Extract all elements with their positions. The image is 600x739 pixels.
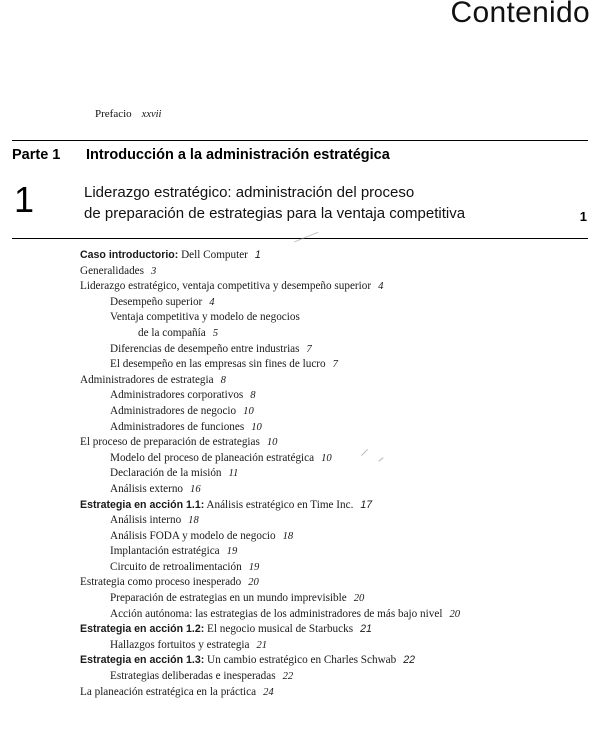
toc-entry[interactable] — [0, 560, 600, 576]
toc-entry-label: El proceso de preparación de estrategias — [80, 436, 260, 449]
toc-entry[interactable] — [0, 607, 600, 623]
toc-entry[interactable] — [0, 264, 600, 280]
toc-entry-page: 21 — [256, 639, 268, 651]
toc-entry-page: 7 — [332, 359, 338, 371]
toc-entry-page: 19 — [248, 561, 260, 573]
toc-entry-lead: Estrategia en acción 1.2: — [80, 623, 205, 636]
toc-entry[interactable] — [0, 669, 600, 685]
toc-entry-page: 22 — [282, 671, 294, 683]
toc-entry-page: 18 — [188, 515, 199, 527]
part-title: Introducción a la administración estratégica — [86, 147, 390, 163]
toc-entry-lead: Estrategia en acción 1.1: — [80, 498, 205, 511]
toc-entry-page: 20 — [248, 577, 259, 589]
toc-entry[interactable] — [0, 295, 600, 311]
toc-entry[interactable] — [0, 342, 600, 358]
toc-entry[interactable] — [0, 451, 600, 467]
part-label: Parte 1 — [12, 147, 61, 163]
toc-entry-label: Un cambio estratégico en Charles Schwab — [204, 654, 397, 667]
toc-entry-label: Estrategias deliberadas e inesperadas — [110, 670, 276, 683]
toc-entry-label: Administradores de negocio — [110, 404, 237, 417]
preface-entry[interactable] — [95, 108, 161, 120]
toc-entry-page: 7 — [306, 343, 312, 355]
divider-top — [12, 140, 588, 141]
toc-entry-page: 10 — [266, 437, 278, 449]
toc-entry[interactable] — [0, 622, 600, 638]
toc-entry[interactable] — [0, 482, 600, 498]
toc-entry[interactable] — [0, 373, 600, 389]
chapter-number: 1 — [14, 179, 35, 220]
toc-entry-page: 18 — [282, 530, 294, 542]
toc-entry-label: Ventaja competitiva y modelo de negocios — [110, 311, 300, 324]
toc-entry-label: Desempeño superior — [110, 295, 203, 308]
toc-entry-label: Análisis interno — [110, 514, 182, 527]
toc-entry-page: 10 — [321, 452, 332, 464]
toc-entry-label: Acción autónoma: las estrategias de los administradores de más bajo nivel — [110, 607, 443, 620]
toc-entry[interactable] — [0, 310, 600, 326]
toc-entry-lead: Caso introductorio: — [80, 249, 179, 261]
toc-entry-label: La planeación estratégica en la práctica — [80, 685, 257, 698]
chapter-title-line2: de preparación de estrategias para la ventaja competitiva — [84, 205, 466, 222]
toc-entry-label: Estrategia como proceso inesperado — [80, 576, 242, 589]
toc-entry-page: 10 — [243, 405, 254, 417]
toc-entry-label: Preparación de estrategias en un mundo imprevisible — [110, 592, 347, 605]
toc-entry-label: Administradores corporativos — [110, 389, 244, 402]
toc-entry-page: 10 — [251, 421, 262, 433]
toc-entry-label: Análisis estratégico en Time Inc. — [204, 498, 354, 511]
toc-entry-page: 11 — [228, 468, 239, 480]
toc-entry[interactable] — [0, 685, 600, 701]
chapter-title[interactable] — [84, 182, 554, 224]
toc-entry-label: Generalidades — [80, 264, 144, 277]
toc-entry-page: 20 — [353, 593, 365, 605]
toc-entry-page: 4 — [209, 296, 215, 308]
toc-entry-label: Análisis externo — [110, 482, 184, 495]
toc-entry-page: 1 — [254, 249, 261, 261]
toc-entry[interactable] — [0, 529, 600, 545]
toc-entry[interactable] — [0, 435, 600, 451]
toc-entry[interactable] — [0, 575, 600, 591]
toc-entry-label: Liderazgo estratégico, ventaja competitiva y desempeño superior — [80, 280, 372, 293]
toc-entry-label: Declaración de la misión — [110, 467, 222, 480]
toc-entry[interactable] — [0, 326, 600, 342]
toc-entry-label: El negocio musical de Starbucks — [204, 623, 354, 636]
toc-entry-page: 21 — [360, 623, 372, 636]
toc-entry[interactable] — [0, 653, 600, 669]
part-heading — [12, 147, 588, 163]
preface-label: Prefacio — [95, 108, 132, 120]
toc-entry-page: 4 — [378, 281, 384, 293]
toc-entry[interactable] — [0, 248, 600, 264]
toc-entry-page: 8 — [250, 390, 256, 402]
toc-entry-label: Circuito de retroalimentación — [110, 560, 242, 573]
toc-entry[interactable] — [0, 357, 600, 373]
toc-entry-page: 24 — [263, 686, 274, 698]
toc-entry[interactable] — [0, 466, 600, 482]
toc-entry[interactable] — [0, 544, 600, 560]
toc-entry-lead: Estrategia en acción 1.3: — [80, 654, 205, 667]
toc-entry-page: 20 — [449, 608, 461, 620]
toc-entry-page: 5 — [212, 327, 219, 339]
toc-entry[interactable] — [0, 279, 600, 295]
toc-entry-page: 3 — [150, 265, 157, 277]
toc-entry-page: 8 — [220, 374, 226, 386]
toc-entry[interactable] — [0, 388, 600, 404]
chapter-title-line1: Liderazgo estratégico: administración del proceso — [84, 184, 415, 201]
toc-entry-label: Hallazgos fortuitos y estrategia — [110, 638, 250, 651]
toc-entry[interactable] — [0, 513, 600, 529]
toc-entry-page: 17 — [360, 498, 373, 511]
toc-entry[interactable] — [0, 420, 600, 436]
toc-entry-label: Implantación estratégica — [110, 545, 220, 558]
toc-entry-label: Dell Computer — [178, 249, 248, 261]
page-title: Contenido — [450, 0, 590, 29]
toc-entry[interactable] — [0, 404, 600, 420]
toc-entry-label: Administradores de funciones — [110, 420, 245, 433]
toc-entry-label: El desempeño en las empresas sin fines de lucro — [110, 358, 326, 371]
toc-entry[interactable] — [0, 638, 600, 654]
toc-entry-label: Administradores de estrategia — [80, 373, 214, 386]
toc-list — [0, 248, 600, 700]
toc-entry-label: Diferencias de desempeño entre industrias — [110, 342, 300, 355]
toc-entry-label: Modelo del proceso de planeación estratégica — [110, 451, 315, 464]
toc-entry[interactable] — [0, 498, 600, 514]
toc-entry-label: de la compañía — [138, 326, 206, 339]
toc-entry-label: Análisis FODA y modelo de negocio — [110, 529, 276, 542]
chapter-page-number: 1 — [579, 209, 587, 224]
toc-entry-page: 22 — [403, 654, 416, 667]
toc-entry-page: 16 — [190, 483, 201, 495]
toc-entry-page: 19 — [226, 546, 238, 558]
preface-page: xxvii — [141, 109, 162, 120]
toc-entry[interactable] — [0, 591, 600, 607]
